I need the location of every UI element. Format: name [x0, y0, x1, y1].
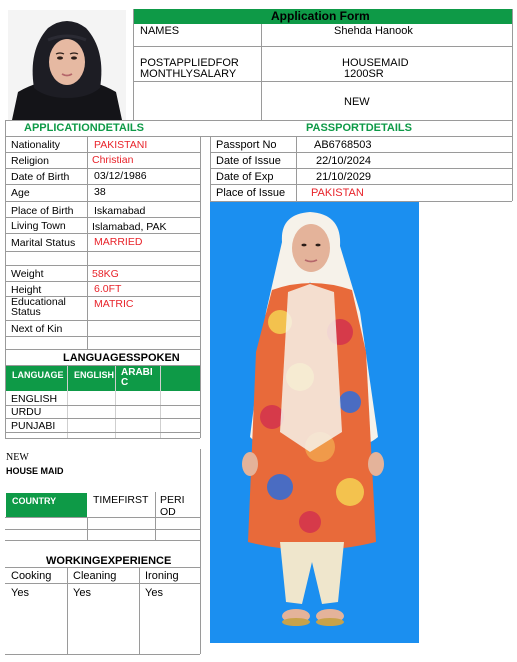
work-value-cooking: Yes [11, 587, 29, 599]
passport-value-issue-date: 22/10/2024 [316, 155, 372, 167]
names-value: Shehda Hanook [334, 25, 413, 37]
names-label: NAMES [140, 25, 180, 37]
passport-label-number: Passport No [216, 139, 277, 151]
passport-value-place-of-issue: PAKISTAN [311, 187, 364, 199]
work-header-cooking: Cooking [11, 570, 52, 582]
detail-label-height: Height [11, 284, 42, 296]
detail-label-weight: Weight [11, 268, 44, 280]
detail-value-height: 6.0FT [94, 283, 122, 295]
salary-value: 1200SR [344, 68, 384, 80]
detail-value-age: 38 [94, 186, 106, 198]
full-body-photo [210, 202, 419, 643]
detail-label-next-of-kin: Next of Kin [11, 323, 63, 335]
passport-value-number: AB6768503 [314, 139, 372, 151]
detail-value-dob: 03/12/1986 [94, 170, 147, 182]
work-value-cleaning: Yes [73, 587, 91, 599]
experience-header-period: PERIOD [160, 494, 185, 518]
salary-label: MONTHLYSALARY [140, 68, 237, 80]
experience-header-timefirst: TIMEFIRST [93, 494, 149, 506]
post-value: HOUSEMAID [342, 57, 409, 69]
work-value-ironing: Yes [145, 587, 163, 599]
detail-label-living-town: Living Town [11, 220, 66, 232]
languages-header-english: ENGLISH [74, 370, 115, 380]
detail-label-nationality: Nationality [11, 139, 61, 151]
detail-value-nationality: PAKISTANI [94, 139, 148, 151]
experience-header-country: COUNTRY [12, 496, 57, 506]
post-label: POSTAPPLIEDFOR [140, 57, 239, 69]
passport-details-title: PASSPORTDETAILS [306, 122, 412, 134]
experience-position: HOUSE MAID [6, 466, 64, 476]
application-status: NEW [344, 96, 370, 108]
work-header-ironing: Ironing [145, 570, 179, 582]
detail-value-living-town: Islamabad, PAK [92, 221, 167, 233]
passport-photo [8, 10, 126, 120]
detail-label-education: Educational Status [11, 296, 66, 318]
form-title: Application Form [271, 9, 370, 23]
application-details-title: APPLICATIONDETAILS [24, 122, 144, 134]
passport-label-issue-date: Date of Issue [216, 155, 281, 167]
detail-label-age: Age [11, 187, 30, 199]
language-row-english: ENGLISH [11, 393, 58, 405]
passport-label-expiry-date: Date of Exp [216, 171, 274, 183]
language-row-urdu: URDU [11, 406, 42, 418]
detail-label-place-of-birth: Place of Birth [11, 205, 74, 217]
detail-value-weight: 58KG [92, 268, 119, 280]
languages-header-language: LANGUAGE [12, 370, 64, 380]
full-body-illustration [210, 202, 419, 643]
detail-value-place-of-birth: Iskamabad [94, 205, 146, 217]
passport-label-place-of-issue: Place of Issue [216, 187, 286, 199]
detail-value-education: MATRIC [94, 298, 134, 310]
experience-status: NEW [6, 452, 29, 463]
detail-value-religion: Christian [92, 154, 134, 166]
language-row-punjabi: PUNJABI [11, 420, 56, 432]
languages-header-arabic: ARABIC [121, 367, 153, 388]
detail-label-religion: Religion [11, 155, 49, 167]
work-header-cleaning: Cleaning [73, 570, 117, 582]
detail-value-marital-status: MARRIED [94, 236, 143, 248]
detail-label-marital-status: Marital Status [11, 237, 76, 249]
work-experience-title: WORKINGEXPERIENCE [46, 555, 172, 567]
passport-value-expiry-date: 21/10/2029 [316, 171, 372, 183]
languages-title: LANGUAGESSPOKEN [63, 352, 180, 364]
detail-label-dob: Date of Birth [11, 171, 70, 183]
portrait-illustration [8, 10, 126, 120]
